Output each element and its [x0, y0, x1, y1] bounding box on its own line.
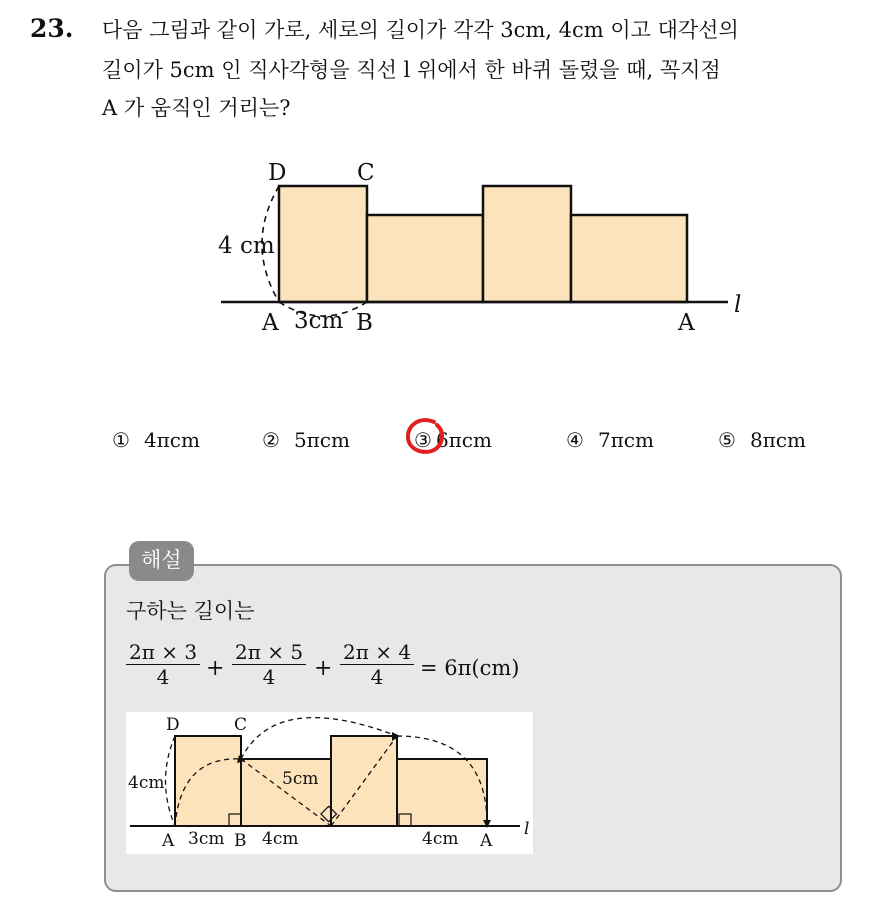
result: = 6π(cm) — [420, 656, 520, 680]
solution-intro: 구하는 길이는 — [126, 599, 255, 623]
choice-5[interactable] — [718, 428, 806, 452]
fraction-denominator: 4 — [370, 665, 384, 689]
solution-tag: 해설 — [129, 541, 194, 581]
fraction-numerator: 2π × 4 — [340, 640, 414, 665]
fraction-numerator: 2π × 5 — [232, 640, 306, 665]
sol-height-label: 4cm — [128, 773, 165, 793]
question-line-2: 길이가 5cm 인 직사각형을 직선 l 위에서 한 바퀴 돌렸을 때, 꼭지점 — [102, 58, 721, 82]
fraction-denominator: 4 — [262, 665, 276, 689]
rectangle-lying-1 — [367, 215, 483, 302]
choice-text: 6πcm — [435, 428, 492, 452]
sol-bottom-label-2: 4cm — [262, 829, 299, 849]
width-label: 3cm — [294, 308, 344, 334]
choice-number: ⑤ — [718, 428, 736, 452]
answer-circle-mark — [404, 417, 448, 457]
choice-number: ③ — [414, 428, 432, 452]
plus-sign: + — [314, 656, 333, 681]
choice-number: ① — [112, 428, 130, 452]
choice-number: ② — [262, 428, 280, 452]
fraction-numerator: 2π × 3 — [126, 640, 200, 665]
fraction-3 — [340, 640, 414, 689]
sol-label-d: D — [166, 715, 180, 735]
solution-figure-box — [126, 712, 533, 854]
label-a: A — [262, 310, 279, 336]
solution-figure — [126, 712, 533, 854]
sol-label-b: B — [234, 831, 247, 851]
sol-label-a: A — [162, 831, 175, 851]
question-line-1: 다음 그림과 같이 가로, 세로의 길이가 각각 3cm, 4cm 이고 대각선의 — [102, 18, 739, 42]
label-a-end: A — [678, 310, 695, 336]
choice-4[interactable] — [566, 428, 654, 452]
question-number: 23. — [30, 14, 74, 43]
label-c: C — [357, 160, 375, 186]
sol-rectangle-upright-1 — [175, 736, 241, 826]
choice-2[interactable] — [262, 428, 350, 452]
rectangle-upright-1 — [279, 186, 367, 302]
fraction-2 — [232, 640, 306, 689]
fraction-denominator: 4 — [156, 665, 170, 689]
rectangle-lying-2 — [571, 215, 687, 302]
sol-bottom-label-1: 3cm — [188, 829, 225, 849]
question-figure — [0, 0, 884, 360]
label-l: l — [734, 292, 742, 318]
label-b: B — [356, 310, 373, 336]
choice-text: 8πcm — [749, 428, 806, 452]
sol-label-c: C — [234, 715, 248, 735]
choice-text: 5πcm — [293, 428, 350, 452]
sol-label-a-end: A — [480, 831, 493, 851]
height-arc — [166, 736, 176, 826]
choice-text: 7πcm — [597, 428, 654, 452]
question-line-3: A 가 움직인 거리는? — [102, 96, 291, 120]
sol-bottom-label-3: 4cm — [422, 829, 459, 849]
sol-diagonal-label: 5cm — [282, 769, 319, 789]
plus-sign: + — [206, 656, 225, 681]
label-d: D — [268, 160, 287, 186]
choice-1[interactable] — [112, 428, 200, 452]
rectangle-upright-2 — [483, 186, 571, 302]
choice-text: 4πcm — [143, 428, 200, 452]
height-label: 4 cm — [218, 233, 275, 259]
sol-label-l: l — [524, 819, 530, 839]
fraction-1 — [126, 640, 200, 689]
choice-number: ④ — [566, 428, 584, 452]
